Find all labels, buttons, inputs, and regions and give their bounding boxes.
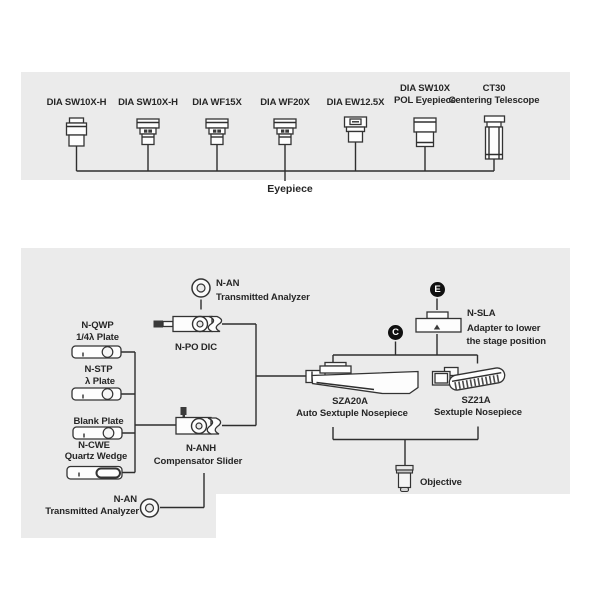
compensator-name: Compensator Slider bbox=[153, 455, 243, 467]
sextuple-nosepiece-icon bbox=[433, 367, 506, 391]
eyepiece-connector-lines bbox=[77, 142, 495, 181]
badge-c: C bbox=[388, 325, 403, 340]
transmitted-analyzer-top-icon bbox=[192, 279, 210, 297]
plate-qwp-name: 1/4λ Plate bbox=[76, 332, 119, 343]
auto-sextuple-nosepiece-icon bbox=[306, 363, 418, 394]
eyepiece-label-4: DIA WF20X bbox=[260, 97, 310, 108]
compensator-code: N-ANH bbox=[185, 443, 217, 454]
eyepiece-label-7-line1: CT30 bbox=[482, 83, 506, 94]
qwp-quarter-lambda-plate-icon bbox=[72, 346, 121, 358]
plate-stp-code: N-STP bbox=[84, 364, 113, 375]
po-dic-label: N-PO DIC bbox=[175, 341, 217, 353]
eyepiece-dia-sw10x-pol-icon bbox=[414, 118, 436, 147]
eyepiece-dia-wf20x-icon bbox=[274, 119, 296, 145]
eyepiece-label-1: DIA SW10X-H bbox=[46, 97, 107, 108]
eyepiece-dia-sw10x-h-2-icon bbox=[137, 119, 159, 145]
sla-code: N-SLA bbox=[467, 308, 496, 319]
sla-desc-line2: the stage position bbox=[466, 335, 546, 347]
eyepiece-label-3: DIA WF15X bbox=[192, 97, 242, 108]
po-dic-slider-icon bbox=[154, 317, 222, 332]
compensator-slider-icon bbox=[176, 407, 221, 434]
ct30-centering-telescope-icon bbox=[485, 116, 505, 159]
stp-lambda-plate-icon bbox=[72, 388, 121, 400]
analyzer-top-code: N-AN bbox=[216, 278, 240, 289]
plate-qwp-code: N-QWP bbox=[81, 320, 114, 331]
objective-label: Objective bbox=[420, 476, 462, 488]
objective-icon bbox=[396, 466, 413, 492]
auto-nosepiece-name: Auto Sextuple Nosepiece bbox=[296, 407, 408, 419]
nosepiece-code: SZ21A bbox=[461, 394, 491, 406]
badge-e: E bbox=[430, 282, 445, 297]
sla-desc-line1: Adapter to lower bbox=[467, 323, 541, 334]
eyepiece-label-6-line2: POL Eyepiece bbox=[394, 95, 456, 106]
plate-cwe-name: Quartz Wedge bbox=[64, 451, 128, 462]
blank-plate-icon bbox=[73, 427, 122, 439]
sla-adapter-icon bbox=[416, 312, 461, 332]
auto-nosepiece-code: SZA20A bbox=[332, 395, 368, 407]
analyzer-bottom-name: Transmitted Analyzer bbox=[45, 505, 139, 517]
analyzer-top-name: Transmitted Analyzer bbox=[216, 291, 310, 303]
transmitted-analyzer-bottom-icon bbox=[141, 499, 159, 517]
plate-stp-name: λ Plate bbox=[85, 376, 115, 387]
analyzer-bottom-code: N-AN bbox=[113, 494, 137, 505]
eyepiece-group-label: Eyepiece bbox=[267, 183, 313, 195]
eyepiece-dia-sw10x-h-1-icon bbox=[67, 118, 87, 146]
eyepiece-label-2: DIA SW10X-H bbox=[118, 97, 178, 108]
plate-cwe-code: N-CWE bbox=[78, 440, 110, 451]
eyepiece-label-5: DIA EW12.5X bbox=[326, 97, 385, 108]
eyepiece-label-7-line2: Centering Telescope bbox=[448, 95, 540, 106]
eyepiece-dia-wf15x-icon bbox=[206, 119, 228, 145]
nosepiece-name: Sextuple Nosepiece bbox=[434, 406, 522, 418]
plate-blank-name: Blank Plate bbox=[73, 416, 124, 427]
cwe-quartz-wedge-icon bbox=[67, 467, 122, 480]
eyepiece-label-6-line1: DIA SW10X bbox=[400, 83, 450, 94]
eyepiece-dia-ew12-5x-icon bbox=[345, 117, 367, 142]
